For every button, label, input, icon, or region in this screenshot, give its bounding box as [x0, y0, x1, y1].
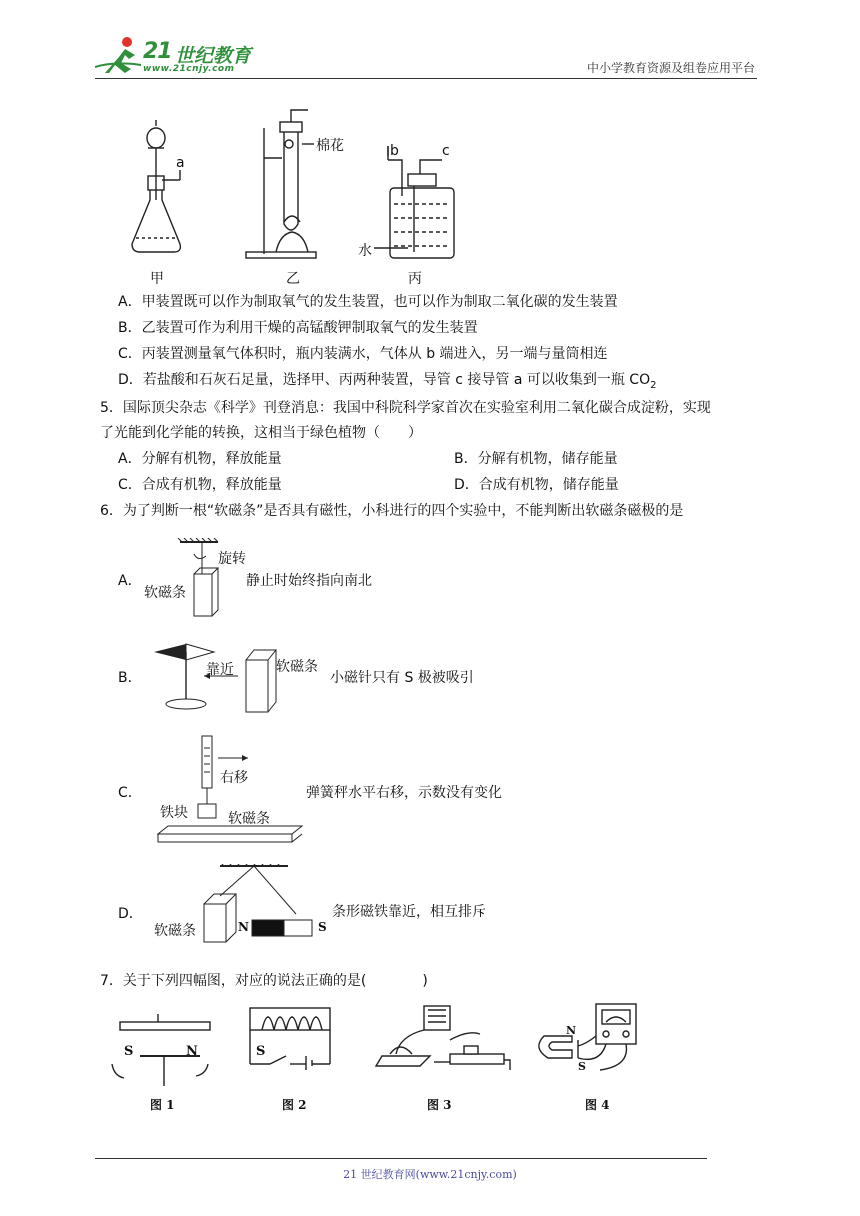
- runner-logo-icon: [95, 35, 145, 77]
- platform-name: 中小学教育资源及组卷应用平台: [586, 61, 755, 75]
- q6-b-label-near: 靠近: [206, 662, 234, 678]
- logo-text: 世纪教育: [175, 45, 252, 67]
- label-water: 水: [358, 243, 372, 259]
- q6-c-desc: 弹簧秤水平右移，示数没有变化: [306, 785, 502, 801]
- q5-option-c: C．合成有机物，释放能量: [118, 477, 282, 493]
- apparatus-jia: [132, 120, 180, 252]
- q6-c-figure: [156, 734, 306, 846]
- q5-option-d: D．合成有机物，储存能量: [454, 477, 619, 493]
- q6-d-label-s: S: [318, 920, 327, 934]
- q7-fig4: [539, 1004, 636, 1070]
- page-footer: 21 世纪教育网(www.21cnjy.com): [343, 1168, 517, 1181]
- label-bing: 丙: [408, 271, 422, 287]
- label-a: a: [176, 155, 185, 171]
- page-header: [95, 35, 757, 79]
- q6-c-label-move: 右移: [220, 770, 248, 786]
- q6-a-label-strip: 软磁条: [144, 585, 186, 601]
- label-c: c: [442, 143, 450, 159]
- q6-b-letter: B．: [118, 670, 142, 686]
- q6-a-desc: 静止时始终指向南北: [246, 573, 372, 589]
- q5-option-b: B．分解有机物，储存能量: [454, 451, 618, 467]
- q7-fig2-s: S: [256, 1044, 266, 1059]
- logo-21: 21: [143, 39, 172, 64]
- q4-option-b: B．乙装置可作为利用干燥的高锰酸钾制取氧气的发生装置: [118, 320, 478, 336]
- q7-fig2-caption: 图 2: [282, 1098, 307, 1112]
- q7-figures: [100, 1000, 660, 1096]
- apparatus-figure: [118, 104, 488, 264]
- q4-option-d-sub: 2: [650, 379, 657, 391]
- logo-url: www.21cnjy.com: [143, 64, 235, 74]
- label-yi: 乙: [286, 271, 300, 287]
- q5-stem-line1: 5．国际顶尖杂志《科学》刊登消息：我国中科院科学家首次在实验室利用二氧化碳合成淀粉，实现: [100, 400, 711, 416]
- label-jia: 甲: [150, 271, 164, 287]
- q6-d-letter: D．: [118, 906, 143, 922]
- q7-fig4-n: N: [566, 1024, 577, 1037]
- apparatus-yi: [246, 110, 316, 258]
- q5-stem-line2: 了光能到化学能的转换，这相当于绿色植物（ ）: [100, 425, 422, 441]
- label-b: b: [390, 143, 399, 159]
- q6-c-label-iron: 铁块: [160, 805, 188, 821]
- q6-d-desc: 条形磁铁靠近，相互排斥: [332, 904, 486, 920]
- q6-a-label-rotate: 旋转: [218, 551, 246, 567]
- q7-stem: 7．关于下列四幅图，对应的说法正确的是( ): [100, 973, 428, 989]
- q6-c-label-strip: 软磁条: [228, 811, 270, 827]
- label-cotton: 棉花: [316, 138, 344, 154]
- q6-c-letter: C．: [118, 785, 142, 801]
- q7-fig1-n: N: [186, 1044, 198, 1059]
- site-logo: [95, 35, 265, 77]
- q6-b-label-strip: 软磁条: [276, 659, 318, 675]
- q4-option-d: [118, 371, 656, 395]
- q7-fig1-caption: 图 1: [150, 1098, 175, 1112]
- q6-stem: 6．为了判断一根“软磁条”是否具有磁性，小科进行的四个实验中，不能判断出软磁条磁极的是: [100, 503, 684, 519]
- q6-d-label-strip: 软磁条: [154, 923, 196, 939]
- apparatus-bing: [374, 146, 454, 258]
- q6-a-letter: A．: [118, 573, 142, 589]
- q7-fig1-s: S: [124, 1044, 134, 1059]
- q7-fig2: [250, 1008, 330, 1070]
- q4-option-d-text: D．若盐酸和石灰石足量，选择甲、丙两种装置，导管 c 接导管 a 可以收集到一瓶 CO: [118, 372, 651, 388]
- q6-b-desc: 小磁针只有 S 极被吸引: [330, 670, 474, 686]
- footer-divider: [95, 1158, 707, 1159]
- q6-d-figure: [196, 864, 336, 944]
- q6-d-label-n: N: [238, 920, 249, 934]
- q7-fig4-caption: 图 4: [585, 1098, 610, 1112]
- q4-option-c: C．丙装置测量氧气体积时，瓶内装满水，气体从 b 端进入，另一端与量筒相连: [118, 346, 608, 362]
- q5-option-a: A．分解有机物，释放能量: [118, 451, 282, 467]
- q4-option-a: A．甲装置既可以作为制取氧气的发生装置，也可以作为制取二氧化碳的发生装置: [118, 294, 618, 310]
- q7-fig3: [376, 1006, 510, 1070]
- q6-b-figure: [150, 640, 330, 716]
- q7-fig4-s: S: [578, 1060, 586, 1073]
- q7-fig3-caption: 图 3: [427, 1098, 452, 1112]
